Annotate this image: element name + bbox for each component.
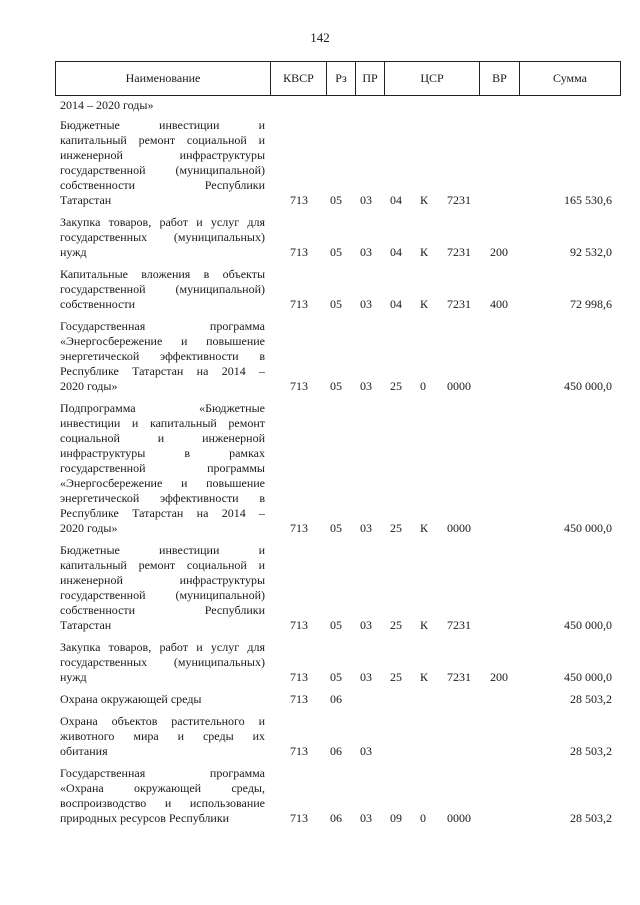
cell-pr: 03: [360, 193, 372, 207]
cell-kvsr: 713: [290, 297, 308, 311]
cell-kvsr: 713: [290, 811, 308, 825]
row-name-line: Государственная программа: [60, 319, 265, 333]
table-row: [0, 118, 640, 208]
table-row: [0, 692, 640, 707]
cell-c1: 04: [390, 245, 402, 259]
cell-rz: 06: [330, 744, 342, 758]
cell-kvsr: 713: [290, 670, 308, 684]
row-name-line: собственности: [60, 297, 136, 311]
table-header: [55, 61, 621, 96]
table-row: [0, 640, 640, 685]
row-name-line: собственности Республики: [60, 603, 265, 617]
cell-kvsr: 713: [290, 692, 308, 706]
row-name-line: инженерной инфраструктуры: [60, 148, 265, 162]
row-name-line: инфраструктуры в рамках: [60, 446, 265, 460]
row-name-line: государственной программы: [60, 461, 265, 475]
table-row: [0, 401, 640, 536]
row-name-line: инженерной инфраструктуры: [60, 573, 265, 587]
row-name-line: природных ресурсов Республики: [60, 811, 230, 825]
cell-sum: 450 000,0: [564, 618, 612, 632]
cell-pr: 03: [360, 297, 372, 311]
row-name-line: Охрана окружающей среды: [60, 692, 202, 706]
page-number: 142: [310, 30, 330, 45]
continuation-text: 2014 – 2020 годы»: [60, 98, 154, 112]
row-name-line: Татарстан: [60, 193, 112, 207]
header-rz: Рз: [327, 62, 356, 96]
cell-kvsr: 713: [290, 521, 308, 535]
row-name-line: Республике Татарстан на 2014 –: [60, 506, 265, 520]
row-name-line: нужд: [60, 670, 87, 684]
row-name-line: инвестиции и капитальный ремонт: [60, 416, 265, 430]
cell-rz: 05: [330, 379, 342, 393]
header-csr: ЦСР: [385, 62, 480, 96]
cell-rz: 05: [330, 618, 342, 632]
cell-rz: 06: [330, 811, 342, 825]
cell-sum: 28 503,2: [570, 811, 612, 825]
table-row: [0, 319, 640, 394]
table-row: [0, 215, 640, 260]
cell-c2: 0: [420, 811, 426, 825]
cell-rz: 05: [330, 670, 342, 684]
row-name-line: Бюджетные инвестиции и: [60, 543, 265, 557]
row-name-line: социальной и инженерной: [60, 431, 265, 445]
cell-c3: 0000: [447, 379, 471, 393]
cell-c1: 25: [390, 521, 402, 535]
cell-pr: 03: [360, 379, 372, 393]
row-name: [60, 401, 265, 536]
cell-sum: 72 998,6: [570, 297, 612, 311]
cell-c2: К: [420, 618, 429, 632]
cell-c1: 25: [390, 379, 402, 393]
cell-sum: 28 503,2: [570, 692, 612, 706]
cell-sum: 450 000,0: [564, 670, 612, 684]
cell-c3: 7231: [447, 245, 471, 259]
row-name-line: Татарстан: [60, 618, 112, 632]
row-name-line: 2020 годы»: [60, 379, 118, 393]
table-row: [0, 267, 640, 312]
cell-c3: 7231: [447, 297, 471, 311]
cell-c1: 04: [390, 193, 402, 207]
cell-kvsr: 713: [290, 379, 308, 393]
cell-c1: 09: [390, 811, 402, 825]
row-name-line: собственности Республики: [60, 178, 265, 192]
cell-pr: 03: [360, 670, 372, 684]
row-name-line: Государственная программа: [60, 766, 265, 780]
cell-vr: 400: [490, 297, 508, 311]
row-name-line: «Энергосбережение и повышение: [60, 476, 265, 490]
row-name-line: животного мира и среды их: [60, 729, 265, 743]
cell-c3: 0000: [447, 811, 471, 825]
table-row: [0, 766, 640, 826]
row-name-line: государственной (муниципальной): [60, 588, 265, 602]
cell-pr: 03: [360, 618, 372, 632]
cell-rz: 05: [330, 245, 342, 259]
cell-c1: 04: [390, 297, 402, 311]
cell-c2: К: [420, 670, 429, 684]
cell-kvsr: 713: [290, 193, 308, 207]
cell-pr: 03: [360, 521, 372, 535]
row-name-line: Республике Татарстан на 2014 –: [60, 364, 265, 378]
budget-rows: [0, 118, 640, 833]
cell-rz: 05: [330, 297, 342, 311]
row-name-line: Охрана объектов растительного и: [60, 714, 265, 728]
cell-vr: 200: [490, 245, 508, 259]
row-name-line: Бюджетные инвестиции и: [60, 118, 265, 132]
row-name-line: капитальный ремонт социальной и: [60, 133, 265, 147]
row-name-line: государственных (муниципальных): [60, 230, 265, 244]
cell-sum: 92 532,0: [570, 245, 612, 259]
cell-c2: К: [420, 521, 429, 535]
cell-rz: 05: [330, 193, 342, 207]
cell-rz: 06: [330, 692, 342, 706]
cell-c1: 25: [390, 670, 402, 684]
cell-c3: 0000: [447, 521, 471, 535]
header-kvsr: КВСР: [271, 62, 327, 96]
row-name-line: нужд: [60, 245, 87, 259]
cell-sum: 450 000,0: [564, 379, 612, 393]
header-pr: ПР: [356, 62, 385, 96]
row-name-line: «Охрана окружающей среды,: [60, 781, 265, 795]
row-name-line: государственной (муниципальной): [60, 163, 265, 177]
cell-kvsr: 713: [290, 245, 308, 259]
cell-kvsr: 713: [290, 618, 308, 632]
row-name-line: 2020 годы»: [60, 521, 118, 535]
row-name-line: энергетической эффективности в: [60, 349, 265, 363]
row-name-line: обитания: [60, 744, 108, 758]
row-name-line: Подпрограмма «Бюджетные: [60, 401, 265, 415]
row-name-line: государственной (муниципальной): [60, 282, 265, 296]
cell-c2: К: [420, 297, 429, 311]
cell-sum: 28 503,2: [570, 744, 612, 758]
cell-c1: 25: [390, 618, 402, 632]
table-row: [0, 543, 640, 633]
cell-vr: 200: [490, 670, 508, 684]
cell-pr: 03: [360, 744, 372, 758]
cell-pr: 03: [360, 811, 372, 825]
cell-c3: 7231: [447, 670, 471, 684]
header-sum: Сумма: [520, 62, 621, 96]
cell-c2: К: [420, 193, 429, 207]
header-name: Наименование: [56, 62, 271, 96]
cell-kvsr: 713: [290, 744, 308, 758]
table-row: [0, 714, 640, 759]
row-name-line: капитальный ремонт социальной и: [60, 558, 265, 572]
row-name-line: «Энергосбережение и повышение: [60, 334, 265, 348]
row-name-line: воспроизводство и использование: [60, 796, 265, 810]
cell-rz: 05: [330, 521, 342, 535]
cell-c2: 0: [420, 379, 426, 393]
header-vr: ВР: [480, 62, 520, 96]
cell-sum: 165 530,6: [564, 193, 612, 207]
cell-c2: К: [420, 245, 429, 259]
cell-c3: 7231: [447, 193, 471, 207]
row-name-line: Капитальные вложения в объекты: [60, 267, 265, 281]
cell-sum: 450 000,0: [564, 521, 612, 535]
row-name-line: государственных (муниципальных): [60, 655, 265, 669]
cell-pr: 03: [360, 245, 372, 259]
row-name-line: Закупка товаров, работ и услуг для: [60, 640, 265, 654]
row-name-line: энергетической эффективности в: [60, 491, 265, 505]
row-name-line: Закупка товаров, работ и услуг для: [60, 215, 265, 229]
cell-c3: 7231: [447, 618, 471, 632]
